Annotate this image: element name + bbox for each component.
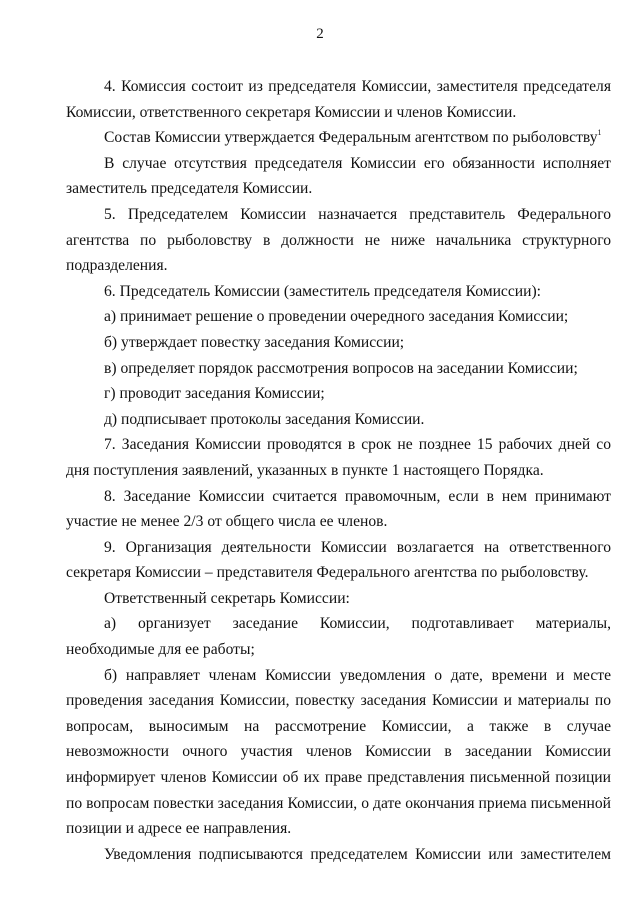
paragraph-notifications: Уведомления подписываются председателем Комиссии или заместителем	[104, 845, 611, 863]
paragraph-composition-text: Состав Комиссии утверждается Федеральным агентством по рыболовству	[104, 129, 598, 147]
paragraph-absence: В случае отсутствия председателя Комиссии его обязанности исполняет заместитель председателя Комиссии.	[66, 154, 611, 198]
paragraph-7: 7. Заседания Комиссии проводятся в срок не позднее 15 рабочих дней со дня поступления заявлений, указанных в пункте 1 настоящего Порядка.	[66, 436, 611, 479]
secretary-item-b: б) направляет членам Комиссии уведомления о дате, времени и месте проведения заседания Комиссии, повестку заседания Комиссии и материалы по вопросам, выносимым на рассмотрение Комиссии, а также в случае невозможности очного участия членов Комиссии в заседании Комиссии информирует членов Комиссии об их праве представления письменной позиции по вопросам повестки заседания Комиссии, о дате окончания приема письменной позиции и адресе ее направления.	[66, 666, 611, 838]
paragraph-composition	[66, 125, 611, 151]
page-number: 2	[316, 26, 324, 42]
document-body	[66, 74, 611, 867]
paragraph-secretary: Ответственный секретарь Комиссии:	[104, 589, 350, 607]
list-item-g: г) проводит заседания Комиссии;	[104, 385, 325, 403]
paragraph-8: 8. Заседание Комиссии считается правомочным, если в нем принимают участие не менее 2/3 от общего числа ее членов.	[66, 487, 611, 531]
secretary-item-a: а) организует заседание Комиссии, подготавливает материалы, необходимые для ее работы;	[66, 615, 611, 659]
paragraph-9: 9. Организация деятельности Комиссии возлагается на ответственного секретаря Комиссии – представителя Федерального агентства по рыболовству.	[66, 538, 611, 582]
paragraph-6: 6. Председатель Комиссии (заместитель председателя Комиссии):	[104, 282, 541, 300]
list-item-d: д) подписывает протоколы заседания Комиссии.	[104, 410, 425, 428]
paragraph-4: 4. Комиссия состоит из председателя Комиссии, заместителя председателя Комиссии, ответственного секретаря Комиссии и членов Комиссии.	[66, 78, 611, 121]
footnote-mark: 1	[597, 128, 602, 137]
list-item-a: а) принимает решение о проведении очередного заседания Комиссии;	[104, 308, 569, 326]
paragraph-5: 5. Председателем Комиссии назначается представитель Федерального агентства по рыболовству в должности не ниже начальника структурного подразделения.	[66, 205, 611, 275]
list-item-v: в) определяет порядок рассмотрения вопросов на заседании Комиссии;	[104, 359, 578, 377]
list-item-b: б) утверждает повестку заседания Комиссии;	[104, 333, 405, 351]
